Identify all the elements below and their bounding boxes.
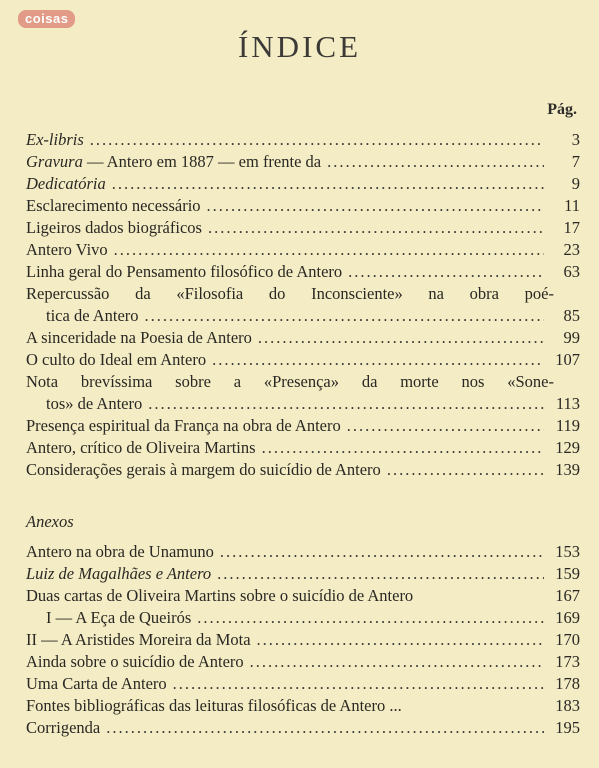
leader-dots [106, 717, 544, 739]
leader-dots [348, 261, 544, 283]
toc-entry-title: Ligeiros dados biográficos [26, 218, 202, 237]
toc-entry-page: 3 [571, 130, 580, 149]
toc-entry-page: 23 [563, 240, 580, 259]
toc-entry [26, 173, 580, 195]
annex-entry-page: 170 [555, 630, 580, 649]
toc-entry [26, 327, 580, 349]
annex-heading: Anexos [26, 512, 74, 531]
toc-entry-page: 85 [563, 306, 580, 325]
toc-entry-title-rest: — Antero em 1887 — em frente da [82, 152, 322, 171]
annex-entry-title: I — A Eça de Queirós [46, 608, 192, 627]
leader-dots [257, 629, 544, 651]
leader-dots [217, 563, 544, 585]
leader-dots [212, 349, 544, 371]
leader-dots [114, 239, 544, 261]
annex-entry-page: 183 [555, 696, 580, 715]
leader-dots [112, 173, 544, 195]
annex-entry [26, 629, 580, 651]
toc-entry-page: 17 [563, 218, 580, 237]
toc-entry-page: 63 [563, 262, 580, 281]
annex-entry [26, 717, 580, 739]
toc-entry-title: Antero, crítico de Oliveira Martins [26, 438, 256, 457]
toc-entry-continuation [26, 393, 580, 415]
annex-entry [26, 607, 580, 629]
toc-entry-title: Presença espiritual da França na obra de Antero [26, 416, 341, 435]
toc-entry [26, 217, 580, 239]
leader-dots [208, 217, 544, 239]
toc-entry-title-italic: Gravura [26, 152, 83, 171]
watermark-stamp: coisas [18, 10, 75, 28]
annex-entry-title: Ainda sobre o suicídio de Antero [26, 652, 244, 671]
leader-dots [262, 437, 544, 459]
toc-entry-page: 129 [555, 438, 580, 457]
leader-dots [173, 673, 544, 695]
leader-dots [327, 151, 544, 173]
annex-entry [26, 673, 580, 695]
toc-entry-title-cont: tica de Antero [46, 306, 139, 325]
annex-entry [26, 563, 580, 585]
toc-entry-title: Repercussão da «Filosofia do Inconsciente» na obra poé- [26, 284, 554, 303]
toc-entry-title: Linha geral do Pensamento filosófico de Antero [26, 262, 343, 281]
annex-entry-page: 178 [555, 674, 580, 693]
toc-entry-page: 11 [564, 196, 580, 215]
toc-entry [26, 129, 580, 151]
toc-entry-page: 99 [563, 328, 580, 347]
toc-entry [26, 239, 580, 261]
annex-entry [26, 541, 580, 563]
leader-dots [207, 195, 544, 217]
toc-entry [26, 151, 580, 173]
annex-entry-page: 159 [555, 564, 580, 583]
toc-entry [26, 437, 580, 459]
toc-annex-list [26, 541, 580, 739]
toc-entry-title: A sinceridade na Poesia de Antero [26, 328, 252, 347]
toc-entry-page: 139 [555, 460, 580, 479]
toc-entry [26, 459, 580, 481]
toc-entry [26, 261, 580, 283]
leader-dots [387, 459, 544, 481]
leader-dots [347, 415, 544, 437]
toc-entry [26, 371, 580, 415]
toc-entry-title: Considerações gerais à margem do suicídio de Antero [26, 460, 381, 479]
annex-entry-page: 195 [555, 718, 580, 737]
toc-entry-title: Antero Vivo [26, 240, 108, 259]
toc-entry-title-cont: tos» de Antero [46, 394, 143, 413]
annex-entry-page: 167 [555, 586, 580, 605]
annex-entry-page: 153 [555, 542, 580, 561]
toc-entry-title [26, 151, 321, 173]
page-column-header: Pág. [547, 101, 577, 118]
annex-entry-page: 169 [555, 608, 580, 627]
toc-entry-title: Ex-libris [26, 130, 84, 149]
toc-entry-page: 119 [555, 416, 580, 435]
leader-dots [250, 651, 544, 673]
toc-entry [26, 349, 580, 371]
leader-dots [148, 393, 544, 415]
toc-entry-title: Dedicatória [26, 174, 106, 193]
toc-entry-title: Nota brevíssima sobre a «Presença» da morte nos «Sone- [26, 372, 554, 391]
leader-dots [220, 541, 544, 563]
toc-entry-page: 107 [555, 350, 580, 369]
annex-entry-page: 173 [555, 652, 580, 671]
annex-entry-title: II — A Aristides Moreira da Mota [26, 630, 251, 649]
leader-dots [258, 327, 544, 349]
annex-entry [26, 585, 580, 607]
toc-entry-title: O culto do Ideal em Antero [26, 350, 207, 369]
toc-entry-continuation [26, 305, 580, 327]
page-title: ÍNDICE [237, 29, 362, 64]
leader-dots [145, 305, 544, 327]
annex-entry-title: Luiz de Magalhães e Antero [26, 564, 212, 583]
leader-dots [197, 607, 544, 629]
toc-entry [26, 195, 580, 217]
annex-entry [26, 695, 580, 717]
toc-entry-page: 7 [571, 152, 580, 171]
toc-entry-page: 113 [555, 394, 580, 413]
annex-entry-title: Antero na obra de Unamuno [26, 542, 214, 561]
toc-main-list [26, 129, 580, 481]
toc-entry-title: Esclarecimento necessário [26, 196, 201, 215]
toc-entry [26, 415, 580, 437]
toc-entry [26, 283, 580, 327]
annex-entry-title: Uma Carta de Antero [26, 674, 167, 693]
leader-dots [90, 129, 544, 151]
annex-entry-title: Fontes bibliográficas das leituras filosóficas de Antero ... [26, 696, 402, 715]
annex-entry-title: Duas cartas de Oliveira Martins sobre o suicídio de Antero [26, 586, 414, 605]
toc-entry-page: 9 [571, 174, 580, 193]
annex-entry-title: Corrigenda [26, 718, 101, 737]
annex-entry [26, 651, 580, 673]
